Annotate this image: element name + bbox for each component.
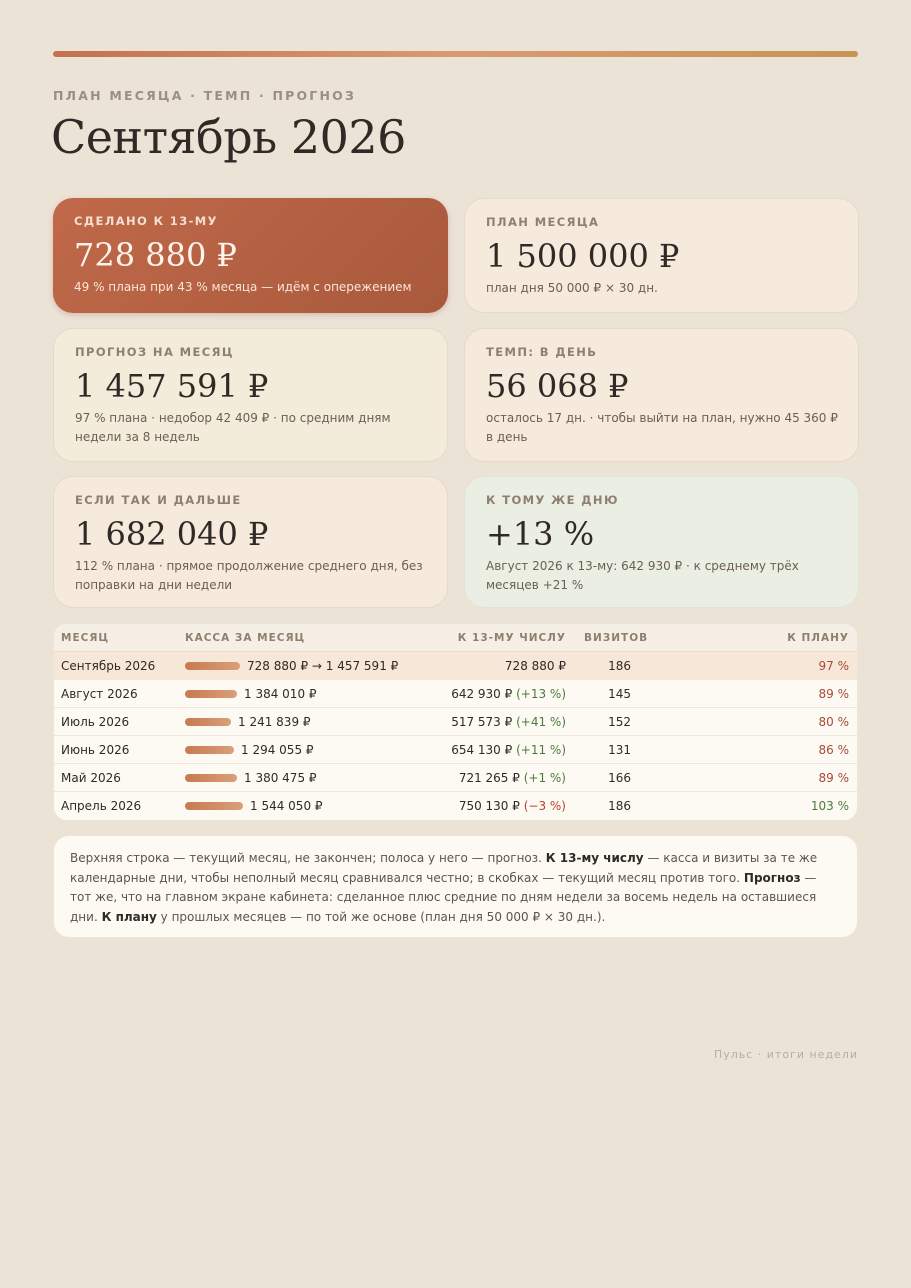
table-row [54, 736, 857, 764]
explanation-note [53, 835, 858, 938]
cell-toplan: 89 % [818, 771, 849, 785]
cell-to13-delta: (+1 %) [523, 771, 566, 785]
note-bold-to13: К 13-му числу [545, 851, 644, 865]
card-if-so [53, 476, 448, 608]
cell-toplan: 97 % [818, 659, 849, 673]
cell-kassa: 728 880 ₽ → 1 457 591 ₽ [247, 659, 399, 673]
cell-month: Май 2026 [61, 771, 121, 785]
note-bold-toplan: К плану [101, 909, 157, 924]
cell-to13-delta: (−3 %) [523, 799, 566, 813]
note-text-1: Верхняя строка — текущий месяц, не закончен; полоса у него — прогноз. [70, 851, 546, 865]
note-text-2: — касса и визиты за те же календарные дни, чтобы неполный месяц сравнивался честно; в скобках — текущий месяц против того. [70, 851, 818, 885]
cell-to13-delta: (+41 %) [516, 715, 566, 729]
cell-toplan: 103 % [810, 799, 849, 813]
cell-kassa: 1 544 050 ₽ [250, 799, 323, 813]
cell-visits: 186 [608, 659, 631, 673]
cell-to13-value: 654 130 ₽ [451, 743, 513, 757]
cell-toplan: 80 % [818, 715, 849, 729]
kassa-bar [185, 746, 234, 754]
kassa-bar [185, 774, 237, 782]
cell-toplan: 89 % [818, 687, 849, 701]
page-eyebrow: ПЛАН МЕСЯЦА · ТЕМП · ПРОГНОЗ [53, 88, 357, 103]
cell-visits: 186 [608, 799, 631, 813]
note-bold-forecast: Прогноз [743, 870, 801, 885]
cell-to13-delta: (+13 %) [516, 687, 566, 701]
kassa-bar [185, 662, 240, 670]
card-plan-value: 1 500 000 ₽ [486, 237, 680, 275]
cell-visits: 145 [608, 687, 631, 701]
th-to13: К 13-МУ ЧИСЛУ [457, 632, 566, 644]
card-pace-label: ТЕМП: В ДЕНЬ [486, 345, 598, 359]
cell-to13 [451, 687, 566, 701]
th-toplan: К ПЛАНУ [787, 632, 849, 644]
cell-month: Август 2026 [61, 687, 138, 701]
card-plan-label: ПЛАН МЕСЯЦА [486, 215, 600, 229]
card-same-day-label: К ТОМУ ЖЕ ДНЮ [486, 493, 619, 507]
card-done-note: 49 % плана при 43 % месяца — идём с опережением [74, 280, 412, 294]
note-text-3: — тот же, что на главном экране кабинета: сделанное плюс средние по дням недели за восемь недель на оставшиеся дни. [70, 870, 817, 924]
cell-kassa: 1 384 010 ₽ [244, 687, 317, 701]
footer-brand: Пульс · итоги недели [713, 1048, 858, 1061]
card-pace-value: 56 068 ₽ [486, 367, 629, 405]
card-if-so-value: 1 682 040 ₽ [75, 515, 269, 553]
kassa-bar [185, 718, 231, 726]
card-done-label: СДЕЛАНО К 13-МУ [74, 214, 218, 228]
cell-to13-delta: (+11 %) [516, 743, 566, 757]
card-pace-note: осталось 17 дн. · чтобы выйти на план, нужно 45 360 ₽ в день [486, 411, 838, 444]
th-month: МЕСЯЦ [61, 632, 110, 644]
table-row [54, 652, 857, 680]
cell-to13 [505, 659, 566, 673]
table-row [54, 764, 857, 792]
cell-kassa: 1 294 055 ₽ [241, 743, 314, 757]
table-row [54, 708, 857, 736]
table-header [54, 624, 857, 652]
card-same-day [464, 476, 859, 608]
table-row [54, 680, 857, 708]
card-plan-note: план дня 50 000 ₽ × 30 дн. [486, 281, 658, 295]
cell-month: Июль 2026 [61, 715, 130, 729]
card-done [53, 198, 448, 313]
kassa-bar [185, 802, 243, 810]
cell-visits: 131 [608, 743, 631, 757]
th-kassa: КАССА ЗА МЕСЯЦ [185, 632, 306, 644]
card-forecast-note: 97 % плана · недобор 42 409 ₽ · по средним дням недели за 8 недель [75, 411, 391, 444]
card-pace [464, 328, 859, 462]
cell-kassa: 1 241 839 ₽ [238, 715, 311, 729]
card-plan [464, 198, 859, 313]
cell-visits: 166 [608, 771, 631, 785]
card-forecast [53, 328, 448, 462]
kassa-bar [185, 690, 237, 698]
cell-month: Апрель 2026 [61, 799, 142, 813]
card-same-day-note: Август 2026 к 13-му: 642 930 ₽ · к среднему трёх месяцев +21 % [486, 559, 799, 592]
cell-to13 [459, 771, 566, 785]
table-body [54, 652, 857, 820]
card-done-value: 728 880 ₽ [74, 236, 237, 274]
cell-month: Июнь 2026 [61, 743, 130, 757]
card-if-so-label: ЕСЛИ ТАК И ДАЛЬШЕ [75, 493, 242, 507]
cell-to13-value: 728 880 ₽ [504, 659, 566, 673]
card-forecast-label: ПРОГНОЗ НА МЕСЯЦ [75, 345, 234, 359]
top-accent-bar [53, 51, 858, 57]
cell-to13-value: 721 265 ₽ [458, 771, 520, 785]
card-forecast-value: 1 457 591 ₽ [75, 367, 269, 405]
table-row [54, 792, 857, 820]
cell-to13 [451, 715, 566, 729]
th-visits: ВИЗИТОВ [584, 632, 649, 644]
page-title: Сентябрь 2026 [51, 110, 406, 164]
cell-kassa: 1 380 475 ₽ [244, 771, 317, 785]
cell-to13 [451, 743, 566, 757]
cell-visits: 152 [608, 715, 631, 729]
cell-to13-value: 517 573 ₽ [451, 715, 513, 729]
cell-toplan: 86 % [818, 743, 849, 757]
cell-to13-value: 750 130 ₽ [458, 799, 520, 813]
cell-to13-value: 642 930 ₽ [451, 687, 513, 701]
cell-to13 [459, 799, 566, 813]
cell-month: Сентябрь 2026 [61, 659, 156, 673]
months-table [53, 623, 858, 821]
card-if-so-note: 112 % плана · прямое продолжение среднего дня, без поправки на дни недели [75, 559, 423, 592]
note-text-4: у прошлых месяцев — по той же основе (план дня 50 000 ₽ × 30 дн.). [156, 909, 606, 924]
card-same-day-value: +13 % [486, 515, 595, 553]
